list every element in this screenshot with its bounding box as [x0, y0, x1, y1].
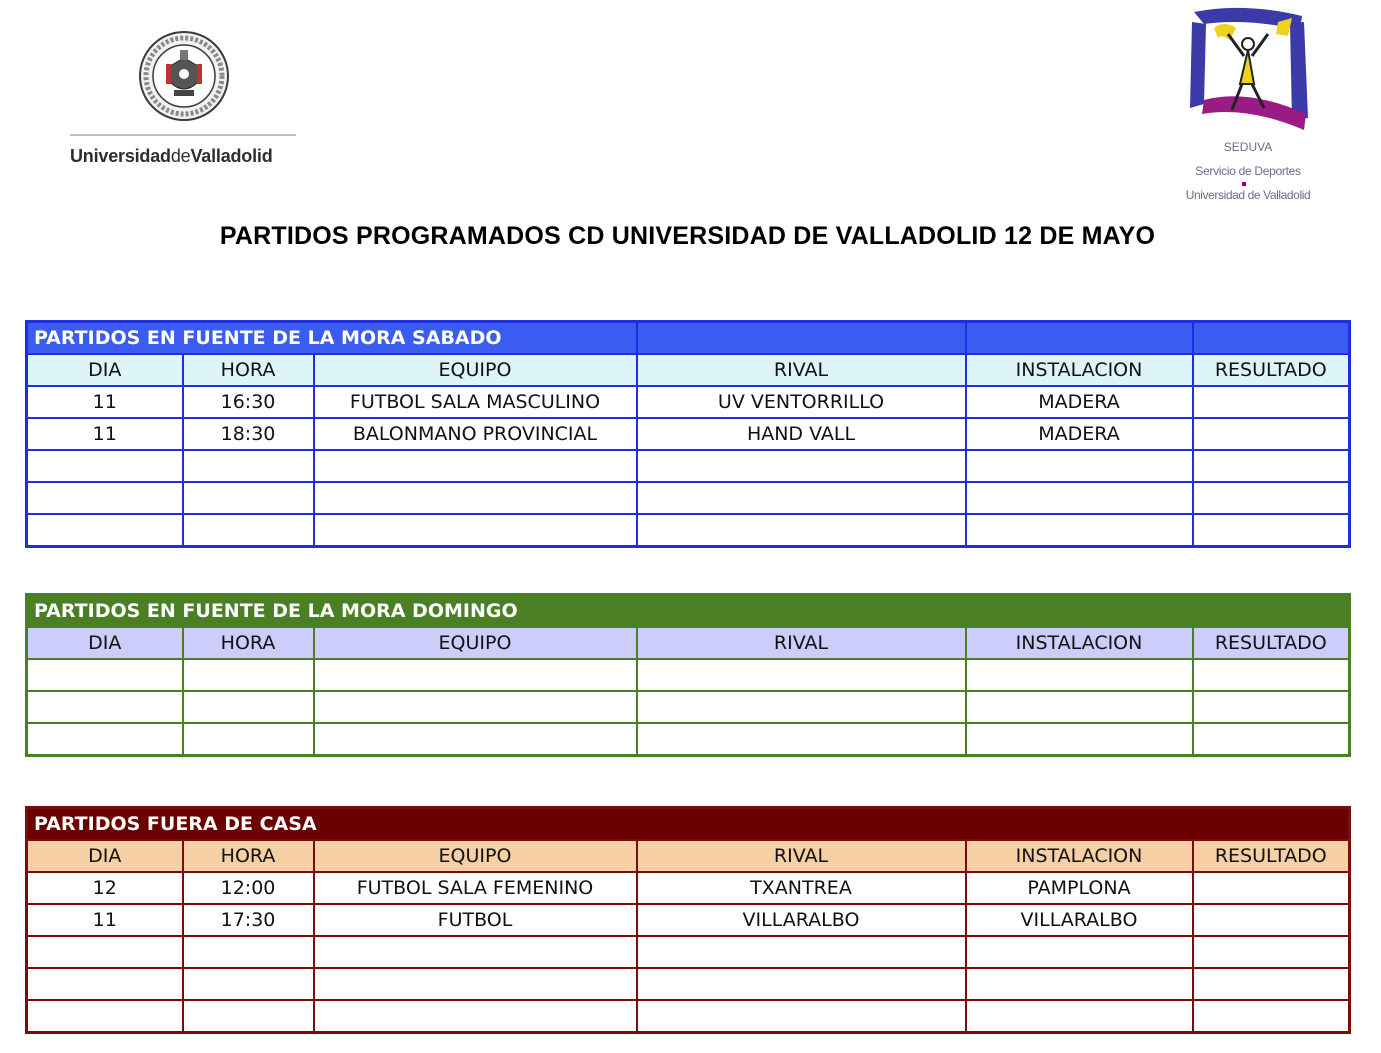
table-cell — [1193, 659, 1350, 691]
section-cell — [966, 322, 1193, 355]
university-name: UniversidaddeValladolid — [70, 146, 273, 166]
table-cell — [27, 482, 183, 514]
table-cell: MADERA — [966, 418, 1193, 450]
table-cell — [1193, 450, 1350, 482]
table-cell — [183, 482, 314, 514]
table-cell — [966, 450, 1193, 482]
seduva-logo — [1178, 4, 1318, 209]
table-cell — [314, 968, 637, 1000]
table-cell — [1193, 514, 1350, 547]
table-cell — [314, 450, 637, 482]
section-row — [27, 808, 1350, 841]
table-cell — [314, 936, 637, 968]
schedule-table-away — [25, 806, 1351, 1034]
table-cell — [183, 936, 314, 968]
table-cell — [27, 968, 183, 1000]
table-cell — [966, 936, 1193, 968]
table-cell — [637, 691, 966, 723]
table-row — [27, 936, 1350, 968]
column-header: RIVAL — [637, 840, 966, 872]
seduva-dot — [1242, 182, 1246, 186]
table-cell — [1193, 386, 1350, 418]
table-cell — [1193, 482, 1350, 514]
column-header: EQUIPO — [314, 840, 637, 872]
table-cell: 16:30 — [183, 386, 314, 418]
section-row — [27, 322, 1350, 355]
table-cell — [1193, 936, 1350, 968]
table-cell: FUTBOL SALA MASCULINO — [314, 386, 637, 418]
column-header: EQUIPO — [314, 354, 637, 386]
table-row — [27, 691, 1350, 723]
table-cell — [314, 1000, 637, 1033]
table-row — [27, 482, 1350, 514]
table-row — [27, 418, 1350, 450]
column-header: RESULTADO — [1193, 840, 1350, 872]
table-cell — [637, 723, 966, 756]
table-row — [27, 968, 1350, 1000]
section-row — [27, 595, 1350, 628]
table-cell — [1193, 691, 1350, 723]
table-cell: FUTBOL SALA FEMENINO — [314, 872, 637, 904]
table-cell: BALONMANO PROVINCIAL — [314, 418, 637, 450]
table-cell — [1193, 418, 1350, 450]
page-title: PARTIDOS PROGRAMADOS CD UNIVERSIDAD DE VALLADOLID 12 DE MAYO — [219, 222, 1156, 250]
table-cell — [183, 723, 314, 756]
header-row — [27, 354, 1350, 386]
column-header: EQUIPO — [314, 627, 637, 659]
table-row — [27, 872, 1350, 904]
seduva-emblem-icon — [1184, 4, 1312, 132]
column-header: INSTALACION — [966, 840, 1193, 872]
seduva-title: SEDUVA — [1223, 140, 1273, 154]
table-cell — [27, 723, 183, 756]
table-cell: UV VENTORRILLO — [637, 386, 966, 418]
table-cell — [183, 1000, 314, 1033]
column-header: RIVAL — [637, 354, 966, 386]
table-row — [27, 450, 1350, 482]
column-header: RIVAL — [637, 627, 966, 659]
table-cell — [637, 968, 966, 1000]
table-cell — [183, 514, 314, 547]
table-cell — [1193, 904, 1350, 936]
table-cell — [966, 1000, 1193, 1033]
table-cell — [314, 691, 637, 723]
table-cell — [183, 659, 314, 691]
table-row — [27, 904, 1350, 936]
section-cell — [1193, 322, 1350, 355]
university-seal-icon — [138, 30, 230, 122]
table-cell — [966, 482, 1193, 514]
table-cell: FUTBOL — [314, 904, 637, 936]
section-cell — [637, 322, 966, 355]
column-header: HORA — [183, 354, 314, 386]
table-cell — [27, 450, 183, 482]
header-row — [27, 840, 1350, 872]
table-cell: 11 — [27, 418, 183, 450]
table-cell — [27, 936, 183, 968]
table-cell — [966, 691, 1193, 723]
table-cell: PAMPLONA — [966, 872, 1193, 904]
table-cell — [183, 450, 314, 482]
table-cell — [314, 514, 637, 547]
column-header: DIA — [27, 840, 183, 872]
table-cell — [1193, 723, 1350, 756]
university-logo — [68, 30, 300, 170]
schedule-table-saturday — [25, 320, 1351, 548]
table-row — [27, 1000, 1350, 1033]
table-cell: 12:00 — [183, 872, 314, 904]
logo-divider — [70, 134, 296, 136]
column-header: RESULTADO — [1193, 354, 1350, 386]
table-cell — [1193, 1000, 1350, 1033]
table-cell: HAND VALL — [637, 418, 966, 450]
table-cell — [637, 1000, 966, 1033]
column-header: RESULTADO — [1193, 627, 1350, 659]
table-cell: 17:30 — [183, 904, 314, 936]
table-cell — [637, 514, 966, 547]
table-cell — [637, 482, 966, 514]
table-cell: 18:30 — [183, 418, 314, 450]
table-row — [27, 723, 1350, 756]
table-cell: MADERA — [966, 386, 1193, 418]
table-cell — [183, 968, 314, 1000]
table-cell — [637, 659, 966, 691]
table-cell — [966, 514, 1193, 547]
column-header: INSTALACION — [966, 354, 1193, 386]
table-cell — [1193, 872, 1350, 904]
seduva-subtitle: Servicio de Deportes — [1195, 164, 1301, 178]
table-row — [27, 514, 1350, 547]
column-header: DIA — [27, 627, 183, 659]
table-cell — [1193, 968, 1350, 1000]
table-cell — [27, 1000, 183, 1033]
table-cell — [966, 968, 1193, 1000]
column-header: INSTALACION — [966, 627, 1193, 659]
schedule-table-sunday — [25, 593, 1351, 757]
column-header: DIA — [27, 354, 183, 386]
table-cell — [314, 659, 637, 691]
section-title: PARTIDOS EN FUENTE DE LA MORA DOMINGO — [27, 595, 1350, 628]
column-header: HORA — [183, 627, 314, 659]
table-row — [27, 386, 1350, 418]
table-cell: VILLARALBO — [637, 904, 966, 936]
table-cell — [966, 723, 1193, 756]
table-cell — [966, 659, 1193, 691]
table-cell — [27, 691, 183, 723]
table-cell — [637, 936, 966, 968]
table-row — [27, 659, 1350, 691]
section-title: PARTIDOS EN FUENTE DE LA MORA SABADO — [27, 322, 637, 355]
table-cell — [314, 482, 637, 514]
table-cell — [27, 514, 183, 547]
header-row — [27, 627, 1350, 659]
table-cell — [314, 723, 637, 756]
table-cell — [637, 450, 966, 482]
table-cell: VILLARALBO — [966, 904, 1193, 936]
table-cell: 11 — [27, 904, 183, 936]
table-cell — [27, 659, 183, 691]
table-cell: 12 — [27, 872, 183, 904]
section-title: PARTIDOS FUERA DE CASA — [27, 808, 1350, 841]
table-cell: 11 — [27, 386, 183, 418]
seduva-university: Universidad de Valladolid — [1185, 188, 1311, 202]
table-cell — [183, 691, 314, 723]
table-cell: TXANTREA — [637, 872, 966, 904]
column-header: HORA — [183, 840, 314, 872]
